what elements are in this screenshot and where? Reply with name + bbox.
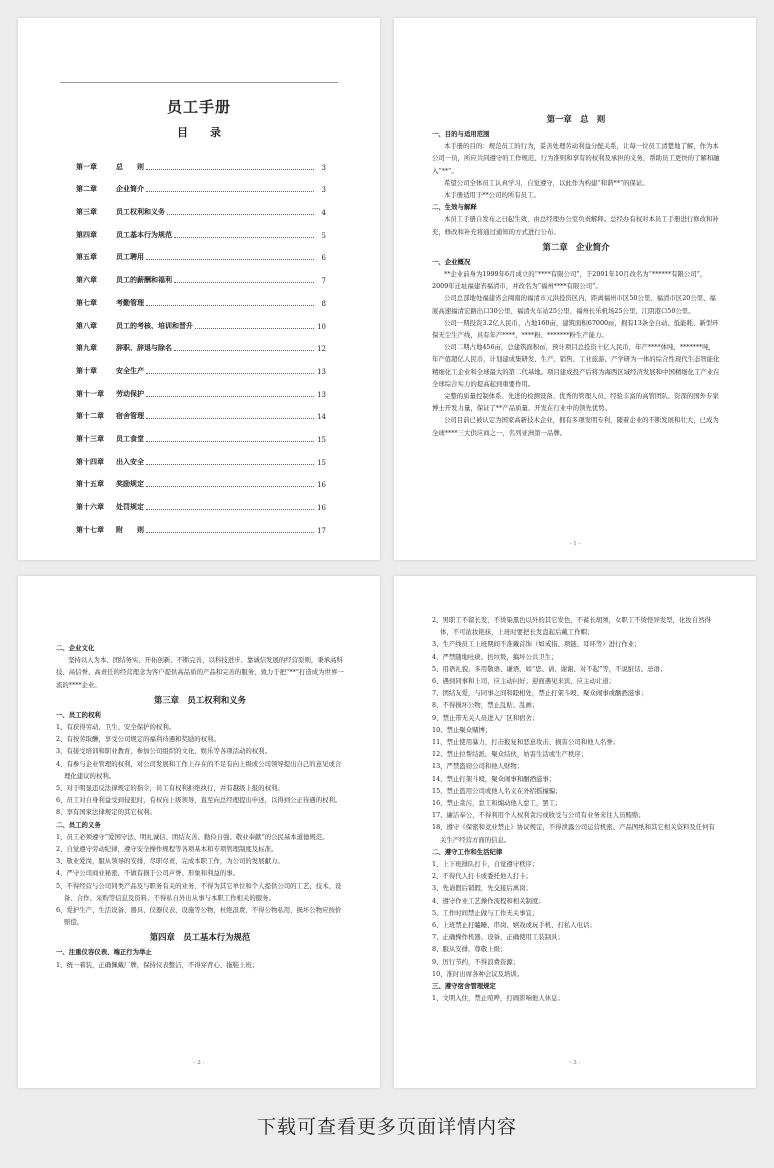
toc-page-number: 6 xyxy=(321,254,326,263)
list-item: 8、不得损坏公物，禁止乱贴、乱画； xyxy=(432,701,539,710)
chapter-heading: 第三章 员工权利和义务 xyxy=(153,694,247,705)
toc-chapter-title: 员工的考核、培训和晋升 xyxy=(116,320,193,330)
list-item: 3、生产线员工上班期间不准戴首饰（如戒指、项链、耳环等）进行作业； xyxy=(432,640,641,649)
toc-chapter-number: 第二章 xyxy=(76,184,97,194)
page-content xyxy=(56,642,344,971)
toc-chapter-number: 第八章 xyxy=(76,320,97,330)
download-more-banner[interactable]: 下载可查看更多页面详情内容 xyxy=(256,1116,517,1138)
list-item: 5、对于明显违反法律规定的指令，员工有权利拒绝执行，并有越级上报的权利。 xyxy=(56,784,284,793)
chapter-heading: 第二章 企业简介 xyxy=(542,241,610,252)
paragraph: 本手册适用于**公司的所有员工。 xyxy=(444,191,540,200)
list-item: 9、厉行节约，不得浪费资源； xyxy=(432,957,520,966)
toc-entry xyxy=(76,217,326,240)
list-item: 3、有接受培训和职业教育，参加公司组织的文化、娱乐等各项活动的权利。 xyxy=(56,747,271,756)
section-heading: 二、遵守工作和生活纪律 xyxy=(432,847,503,856)
toc-chapter-number: 第十七章 xyxy=(76,524,104,534)
toc-chapter-number: 第十六章 xyxy=(76,502,104,511)
toc-chapter-number: 第十四章 xyxy=(76,456,104,466)
toc-chapter-number: 第六章 xyxy=(76,275,97,285)
header-rule xyxy=(60,82,338,83)
paragraph: 希望公司全体员工认真学习，自觉遵守，以此作为构建“和谐**”的保证。 xyxy=(444,178,649,187)
toc-leader-dots xyxy=(146,486,314,487)
toc-chapter-number: 第十二章 xyxy=(76,411,104,421)
list-item: 11、禁止使用暴力，打击报复和恶意攻击、损害公司和他人名誉； xyxy=(432,738,620,747)
toc-entry xyxy=(76,489,326,512)
list-item: 5、工作时间禁止做与工作无关事宜； xyxy=(432,908,539,917)
list-item: 5、不得经营与公司同类产品及与职务有关的业务，不得为其它单位和个人提供公司的工艺、技术、设备、合作、采购等信息及资料，不得私自外出从事与本职工作相关的服务。 xyxy=(56,881,342,902)
toc-chapter-title: 员工食堂 xyxy=(116,433,144,443)
toc-chapter-number: 第十一章 xyxy=(76,388,104,398)
list-item: 6、爱护生产、生活设备、器具、仪器仪表、设施等公物，杜绝浪费，不得公物私用，损坏公物应按价赔偿。 xyxy=(56,906,342,927)
list-item: 1、文明入住，禁止喧哗，打闹影响他人休息； xyxy=(432,994,564,1003)
toc-chapter-number: 第十五章 xyxy=(76,479,104,489)
toc-chapter-title: 总 则 xyxy=(116,161,144,171)
list-item: 6、遇到同事和上司，应主动问好；迎面遇见来宾，应主动让道； xyxy=(432,677,616,686)
list-item: 4、严守公司商业秘密，不做有损于公司声誉、形象和利益的事。 xyxy=(56,869,240,878)
toc-chapter-title: 员工的薪酬和福利 xyxy=(116,275,172,285)
list-item: 3、敬业爱岗，服从领导的安排，尽职尽责，完成本职工作，为公司的发展献力。 xyxy=(56,857,284,866)
list-item: 2、不得代人打卡或委托他人打卡； xyxy=(432,872,532,881)
list-item: 6、上班禁止打瞌睡、串岗、嬉戏或玩手机、打私人电话； xyxy=(432,921,596,930)
paragraph: 公司总部地处福建省会闽南的福清市元洪投资区内，距离福州市区50公里、福清市区20公里、福厦高速福清宏路出口30公里、福清火车站25公里、福州长乐机场25公里、江阴港口50公里。 xyxy=(432,294,716,315)
document-page-3 xyxy=(394,576,756,1088)
toc-chapter-title: 奖励规定 xyxy=(116,479,144,489)
toc-chapter-number: 第七章 xyxy=(76,297,97,307)
list-item: 12、禁止拉帮结派，聚众结伙，妨害生活或生产秩序； xyxy=(432,750,588,759)
toc-chapter-number: 第五章 xyxy=(76,252,97,262)
section-heading: 一、注重仪容仪表、端正行为举止 xyxy=(56,948,152,957)
toc-entry xyxy=(76,399,326,422)
toc-entry xyxy=(76,353,326,376)
paragraph: 坚持以人为本、团结务实、开拓创新、不断完善，以科技进步、靠诚信发展的经营原则，秉承高科技、高信誉、高责任的经营理念为客户提供高品质的产品和完善的服务，致力于把“**”打造成为世界一流的****企业。 xyxy=(56,656,344,689)
list-item: 4、严禁随地吐痰、扔垃圾，搞坏公共卫生； xyxy=(432,652,558,661)
toc-leader-dots xyxy=(167,214,314,215)
toc-page-number: 15 xyxy=(317,458,326,467)
chapter-heading: 第一章 总 则 xyxy=(546,114,606,124)
toc-entry xyxy=(76,172,326,195)
toc-page-number: 3 xyxy=(321,163,326,172)
toc-entry xyxy=(76,308,326,331)
list-item: 16、禁止贪污，怠工和煽动他人怠工，罢工； xyxy=(432,799,562,808)
toc-leader-dots xyxy=(146,305,314,306)
toc-chapter-number: 第三章 xyxy=(76,207,97,217)
document-page-toc xyxy=(18,18,380,560)
toc-entry xyxy=(76,331,326,354)
toc-entry xyxy=(76,512,326,535)
page-number: - 3 - xyxy=(569,1060,581,1066)
paragraph: 完整的质量控制体系、先进的检测设备、优秀的管理人员、经验丰富的高管团队、资深的国外专家博士开发力量，保证了**产品质量、开发在行业中的领先优势。 xyxy=(432,392,719,413)
toc-page-number: 15 xyxy=(317,435,326,444)
list-item: 18、遵守《保密和竞业禁止》协议规定，不得泄露公司运营机密、产品图纸和其它相关资料及任何有关生产经营方面的信息。 xyxy=(432,823,715,844)
toc-entry xyxy=(76,444,326,467)
toc-chapter-title: 企业简介 xyxy=(116,184,144,194)
toc-entry xyxy=(76,262,326,285)
section-heading: 一、员工的权利 xyxy=(56,710,101,719)
list-item: 13、严禁盗窃公司和他人财物； xyxy=(432,762,524,771)
list-item: 8、享有国家法律规定的其它权利。 xyxy=(56,808,156,817)
list-item: 15、禁止盗用公司或他人名义在外招摇撞骗； xyxy=(432,786,562,795)
list-item: 6、员工对自身利益受到侵犯时，有权向上级领导，直至向总经理提出申述，以得到公正待遇的权利。 xyxy=(56,796,342,805)
list-item: 4、有参与企业管理的权利，对公司发展和工作上存在的不足有向上级或公司领导提出自己的意见或合理化建议的权利。 xyxy=(56,759,342,780)
list-item: 1、有获得劳动、卫生、安全保护的权利。 xyxy=(56,723,176,732)
toc-page-number: 10 xyxy=(317,322,326,331)
toc-chapter-number: 第十章 xyxy=(76,365,97,375)
document-page-2 xyxy=(18,576,380,1088)
toc-page-number: 16 xyxy=(317,481,326,490)
toc-entry xyxy=(76,149,326,172)
list-item: 9、禁止带无关人员进入厂区和宿舍； xyxy=(432,713,539,722)
toc-chapter-number: 第四章 xyxy=(76,229,97,239)
toc-entry xyxy=(76,467,326,490)
section-heading: 二、员工的义务 xyxy=(56,820,101,829)
list-item: 3、先请假后销假，先交接后离岗； xyxy=(432,884,532,893)
toc-leader-dots xyxy=(146,441,314,442)
toc-leader-dots xyxy=(146,532,314,533)
list-item: 7、团结友爱，与同事之间和睦相处，禁止打架斗殴、聚众闹事或酗酒滋事； xyxy=(432,689,647,698)
toc-leader-dots xyxy=(195,328,314,329)
paragraph: 公司目前已被认定为国家高新技术企业，拥有多项发明专利，随着企业的不断发展和壮大，已成为全球****三大供应商之一，名列亚洲第一品牌。 xyxy=(432,416,719,437)
list-item: 1、统一着装，正确佩戴厂牌，保持仪表整洁，不得穿背心、拖鞋上班； xyxy=(56,960,259,969)
toc-chapter-number: 第一章 xyxy=(76,161,97,171)
toc-page-number: 4 xyxy=(321,209,326,218)
toc-page-number: 17 xyxy=(317,526,326,535)
document-page-1 xyxy=(394,18,756,560)
list-item: 17、廉洁奉公，不得利用个人权利贪污或收受与公司有业务来往人员贿赂； xyxy=(432,811,645,820)
list-item: 14、禁止打架斗殴，聚众闹事和酗酒滋事； xyxy=(432,774,556,783)
toc-leader-dots xyxy=(146,509,314,510)
toc-chapter-number: 第十三章 xyxy=(76,433,104,443)
toc-page-number: 8 xyxy=(321,299,326,308)
paragraph: 公司一期投资3.2亿人民币，占地160亩，建筑面积67000㎡，拥有13条全自动、低能耗、新型环保无尘生产线，具有年产****、****粉、*******粉生产能力。 xyxy=(432,318,719,340)
list-item: 2、男职工不留长发，不烫染黑色以外的其它发色，不蓄长胡须，女职工不烫怪异发型，化妆自然得体，不可浓妆艳抹，上班时要把长发盘起后戴工作帽； xyxy=(432,616,711,637)
list-item: 1、上下班排队打卡，自觉遵守秩序； xyxy=(432,860,539,869)
section-heading: 二、生效与解释 xyxy=(432,203,477,212)
toc-chapter-title: 安全生产 xyxy=(116,365,144,375)
section-heading: 一、企业概况 xyxy=(432,257,471,266)
page-content xyxy=(432,110,720,439)
toc-leader-dots xyxy=(146,373,314,374)
toc-entry xyxy=(76,240,326,263)
paragraph: 本手册的目的：规范员工的行为，妥善处理劳动利益分配关系，让每一位员工清楚地了解，作为本公司一员，所应共同遵守的工作规范、行为准则和享有的权利及承担的义务，帮助员工更快的了解和融入“**”。 xyxy=(432,142,720,175)
paragraph: **企业前身为1999年6月成立的“****有限公司”，于2001年10月改名为“******有限公司”，2009年迁址福建省福清市，并改名为“福州****有限公司”。 xyxy=(432,270,707,291)
toc-leader-dots xyxy=(146,169,314,170)
toc-leader-dots xyxy=(146,418,314,419)
list-item: 2、自觉遵守劳动纪律，遵守安全操作规程等各项基本和专项管理制度及标准。 xyxy=(56,845,278,854)
toc-page-number: 13 xyxy=(317,367,326,376)
list-item: 1、员工必须遵守“爱国守法、明礼诚信、团结友善、勤俭自强、敬业奉献”的公民基本道德规范。 xyxy=(56,832,329,841)
page-number: - 2 - xyxy=(193,1060,205,1066)
toc-chapter-title: 员工基本行为规范 xyxy=(116,229,172,239)
toc-chapter-title: 考勤管理 xyxy=(116,297,144,307)
section-heading: 一、目的与适用范围 xyxy=(432,130,490,138)
toc-heading: 目 录 xyxy=(177,126,221,139)
toc-leader-dots xyxy=(174,237,314,238)
toc-page-number: 14 xyxy=(317,413,326,422)
toc-chapter-title: 附 则 xyxy=(116,524,144,534)
toc-entry xyxy=(76,285,326,308)
toc-chapter-title: 劳动保护 xyxy=(116,388,144,398)
toc-chapter-title: 辞职、辞退与除名 xyxy=(116,343,172,353)
toc-page-number: 13 xyxy=(317,390,326,399)
toc-chapter-title: 宿舍管理 xyxy=(116,411,144,421)
list-item: 10、准时出席各种会议及培训。 xyxy=(432,969,524,978)
page-number: - 1 - xyxy=(569,541,581,547)
toc-entry xyxy=(76,421,326,444)
toc-leader-dots xyxy=(146,464,314,465)
toc-chapter-title: 员工权利和义务 xyxy=(116,207,165,217)
list-item: 10、禁止聚众赌博； xyxy=(432,725,492,734)
section-heading: 二、企业文化 xyxy=(56,644,95,652)
list-item: 8、服从安排，尊敬上级； xyxy=(432,945,507,954)
toc-page-number: 16 xyxy=(317,504,326,512)
toc-leader-dots xyxy=(174,282,314,283)
toc-page-number: 12 xyxy=(317,345,326,354)
list-item: 4、遵守作业工艺操作流程和相关制度； xyxy=(432,896,545,905)
paragraph: 本员工手册自发布之日起生效，由总经理办公室负责解释。总经办有权对本员工手册进行修改和补充，修改和补充将通过通知的方式进行公布。 xyxy=(432,215,719,236)
toc-chapter-title: 出入安全 xyxy=(116,456,144,466)
toc-entry xyxy=(76,194,326,217)
toc-page-number: 5 xyxy=(321,231,326,240)
toc-chapter-title: 处罚规定 xyxy=(116,502,144,511)
toc-leader-dots xyxy=(174,350,314,351)
toc-chapter-title: 员工聘用 xyxy=(116,252,144,262)
document-title: 员工手册 xyxy=(166,98,231,116)
toc-chapter-number: 第九章 xyxy=(76,343,97,353)
list-item: 7、正确操作机器、设备，正确使用工装制具； xyxy=(432,933,564,942)
page-content xyxy=(432,614,720,1005)
chapter-heading: 第四章 员工基本行为规范 xyxy=(149,932,251,943)
list-item: 2、有按劳取酬，享受公司规定的福利待遇和奖励的权利。 xyxy=(56,735,220,744)
paragraph: 公司二期占地456亩，总建筑面积㎡，预计项目总投资十亿人民币，年产****体吨，*******吨，年产值超亿人民币，计划建成集研发、生产、销售、工业旅游、产学研为一体的综合性现代生态智能化精细化工企业和全球最大的第二代基地。项目建成投产后将为海西区域经济发展和中国精细化工产业在全球综合实力的提高起到重要作用。 xyxy=(432,343,720,388)
toc-page-number: 3 xyxy=(321,186,326,195)
section-heading: 三、遵守宿舍管理规定 xyxy=(432,982,496,991)
list-item: 5、用语礼貌，多用敬语、谦语，如“您、请、谢谢、对不起”等，不说脏话、忌语； xyxy=(432,664,667,673)
toc-leader-dots xyxy=(146,259,314,260)
toc-leader-dots xyxy=(146,191,314,192)
toc-entry xyxy=(76,376,326,399)
toc-leader-dots xyxy=(146,396,314,397)
table-of-contents xyxy=(76,149,326,535)
toc-page-number: 7 xyxy=(321,277,326,286)
